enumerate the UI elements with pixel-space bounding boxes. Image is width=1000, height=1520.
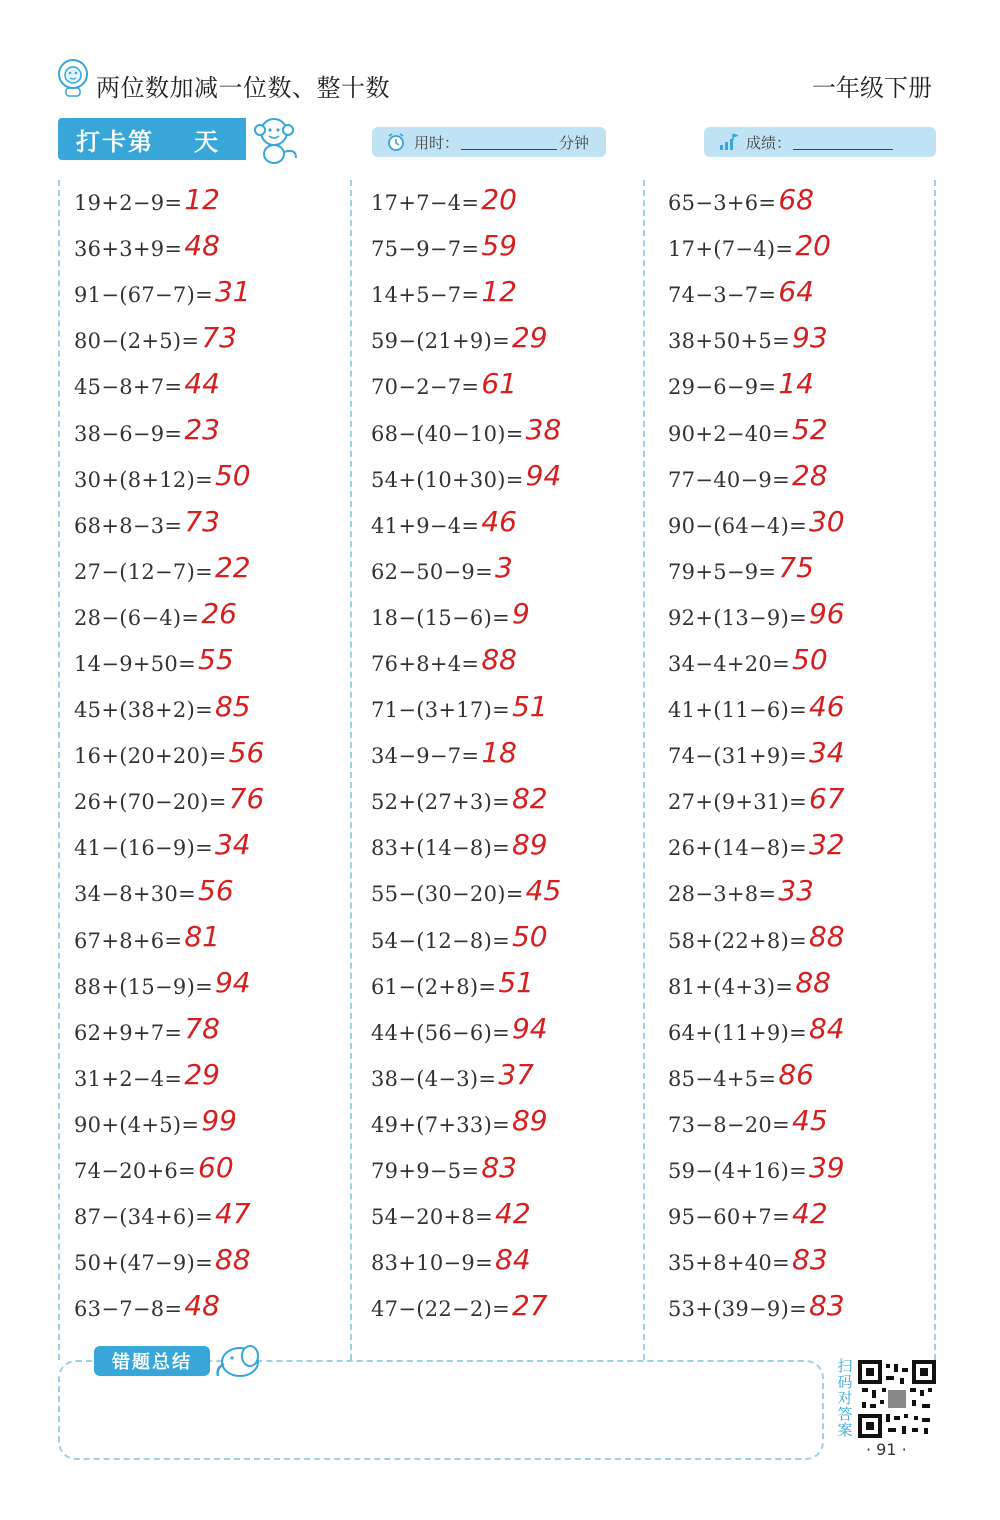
problem-row xyxy=(371,964,561,1010)
problem-expression: 49+(7+33)= xyxy=(371,1112,510,1137)
problem-row xyxy=(74,364,264,410)
handwritten-answer[interactable]: 83 xyxy=(808,1288,845,1322)
problem-expression: 31+2−4= xyxy=(74,1066,183,1091)
problem-expression: 38−(4−3)= xyxy=(371,1066,497,1091)
handwritten-answer[interactable]: 88 xyxy=(481,643,517,677)
handwritten-answer[interactable]: 9 xyxy=(511,597,530,631)
handwritten-answer[interactable]: 20 xyxy=(795,228,831,262)
problem-row xyxy=(74,503,264,549)
problem-expression: 88+(15−9)= xyxy=(74,974,213,999)
problem-row xyxy=(371,410,561,456)
problem-row xyxy=(371,272,561,318)
handwritten-answer[interactable]: 78 xyxy=(184,1012,220,1046)
problem-expression: 55−(30−20)= xyxy=(371,882,524,907)
handwritten-answer[interactable]: 55 xyxy=(198,643,234,677)
problem-row xyxy=(371,1194,561,1240)
problem-column-3 xyxy=(668,180,845,1332)
handwritten-answer[interactable]: 83 xyxy=(792,1242,828,1276)
page-title: 两位数加减一位数、整十数 xyxy=(96,74,390,102)
problem-column-1 xyxy=(74,180,264,1332)
checkin-suffix: 天 xyxy=(194,127,220,156)
elephant-icon xyxy=(210,1338,268,1382)
problem-expression: 29−6−9= xyxy=(668,375,777,400)
problem-row xyxy=(668,1056,845,1102)
problem-row xyxy=(371,595,561,641)
handwritten-answer[interactable]: 42 xyxy=(792,1196,828,1230)
problem-expression: 77−40−9= xyxy=(668,467,790,492)
problem-expression: 70−2−7= xyxy=(371,375,480,400)
handwritten-answer[interactable]: 89 xyxy=(511,1104,548,1138)
handwritten-answer[interactable]: 50 xyxy=(511,920,548,954)
page-number: · 91 · xyxy=(866,1440,907,1459)
handwritten-answer[interactable]: 50 xyxy=(214,459,251,493)
problem-row xyxy=(371,825,561,871)
problem-row xyxy=(371,1102,561,1148)
alarm-clock-icon xyxy=(386,132,406,152)
problem-row xyxy=(74,549,264,595)
problem-row xyxy=(371,1010,561,1056)
qr-code-icon[interactable] xyxy=(858,1360,936,1438)
problem-expression: 27+(9+31)= xyxy=(668,790,807,815)
qr-caption: 扫码对答案 xyxy=(837,1357,853,1439)
problem-row xyxy=(371,871,561,917)
problem-expression: 47−(22−2)= xyxy=(371,1297,510,1322)
problem-row xyxy=(74,733,264,779)
problem-expression: 54+(10+30)= xyxy=(371,467,524,492)
problem-expression: 68−(40−10)= xyxy=(371,421,524,446)
time-unit: 分钟 xyxy=(559,133,590,152)
problem-row xyxy=(74,918,264,964)
handwritten-answer[interactable]: 88 xyxy=(214,1242,251,1276)
problem-row xyxy=(668,503,845,549)
handwritten-answer[interactable]: 48 xyxy=(184,1288,220,1322)
handwritten-answer[interactable]: 86 xyxy=(778,1058,814,1092)
problem-expression: 41+(11−6)= xyxy=(668,698,807,723)
handwritten-answer[interactable]: 73 xyxy=(184,505,220,539)
problem-expression: 74−20+6= xyxy=(74,1159,196,1184)
problem-row xyxy=(74,779,264,825)
problem-expression: 74−(31+9)= xyxy=(668,744,807,769)
problem-row xyxy=(74,964,264,1010)
handwritten-answer[interactable]: 46 xyxy=(481,505,517,539)
problem-row xyxy=(74,272,264,318)
problem-expression: 90+(4+5)= xyxy=(74,1112,200,1137)
handwritten-answer[interactable]: 34 xyxy=(214,827,251,861)
handwritten-answer[interactable]: 30 xyxy=(808,505,845,539)
problem-row xyxy=(371,733,561,779)
handwritten-answer[interactable]: 45 xyxy=(525,873,562,907)
handwritten-answer[interactable]: 75 xyxy=(778,551,814,585)
handwritten-answer[interactable]: 47 xyxy=(214,1196,251,1230)
problem-row xyxy=(371,318,561,364)
problem-expression: 52+(27+3)= xyxy=(371,790,510,815)
problem-row xyxy=(371,641,561,687)
handwritten-answer[interactable]: 76 xyxy=(228,781,265,815)
handwritten-answer[interactable]: 48 xyxy=(184,228,220,262)
handwritten-answer[interactable]: 32 xyxy=(808,827,845,861)
problem-expression: 34−8+30= xyxy=(74,882,196,907)
problem-row xyxy=(371,1056,561,1102)
problem-expression: 38+50+5= xyxy=(668,329,790,354)
mistake-summary-label: 错题总结 xyxy=(94,1346,210,1376)
problem-expression: 59−(21+9)= xyxy=(371,329,510,354)
handwritten-answer[interactable]: 64 xyxy=(778,274,814,308)
handwritten-answer[interactable]: 34 xyxy=(808,735,845,769)
handwritten-answer[interactable]: 68 xyxy=(778,182,814,216)
problem-row xyxy=(74,1102,264,1148)
problem-expression: 61−(2+8)= xyxy=(371,974,497,999)
problem-row xyxy=(74,226,264,272)
problem-expression: 67+8+6= xyxy=(74,928,183,953)
problem-row xyxy=(668,180,845,226)
problem-expression: 36+3+9= xyxy=(74,237,183,262)
handwritten-answer[interactable]: 67 xyxy=(808,781,845,815)
problem-expression: 17+7−4= xyxy=(371,191,480,216)
handwritten-answer[interactable]: 96 xyxy=(808,597,845,631)
problem-expression: 14+5−7= xyxy=(371,283,480,308)
problem-row xyxy=(668,595,845,641)
handwritten-answer[interactable]: 94 xyxy=(511,1012,548,1046)
problem-expression: 50+(47−9)= xyxy=(74,1251,213,1276)
handwritten-answer[interactable]: 84 xyxy=(808,1012,845,1046)
problem-expression: 26+(14−8)= xyxy=(668,836,807,861)
problem-expression: 53+(39−9)= xyxy=(668,1297,807,1322)
score-input[interactable] xyxy=(793,135,893,150)
handwritten-answer[interactable]: 23 xyxy=(184,413,220,447)
problem-row xyxy=(74,180,264,226)
time-field xyxy=(372,127,606,157)
column-divider xyxy=(643,180,645,1360)
problem-row xyxy=(74,457,264,503)
problem-row xyxy=(74,1286,264,1332)
monkey-icon xyxy=(246,112,302,166)
problem-expression: 58+(22+8)= xyxy=(668,928,807,953)
problem-row xyxy=(371,1240,561,1286)
problem-expression: 27−(12−7)= xyxy=(74,559,213,584)
handwritten-answer[interactable]: 88 xyxy=(795,966,831,1000)
handwritten-answer[interactable]: 51 xyxy=(511,689,548,723)
handwritten-answer[interactable]: 38 xyxy=(525,413,562,447)
problem-expression: 68+8−3= xyxy=(74,513,183,538)
grade-label: 一年级下册 xyxy=(812,74,932,102)
problem-expression: 45−8+7= xyxy=(74,375,183,400)
handwritten-answer[interactable]: 45 xyxy=(792,1104,828,1138)
problem-expression: 65−3+6= xyxy=(668,191,777,216)
problem-row xyxy=(74,1240,264,1286)
problem-row xyxy=(668,964,845,1010)
problem-expression: 92+(13−9)= xyxy=(668,605,807,630)
handwritten-answer[interactable]: 83 xyxy=(481,1150,517,1184)
problem-row xyxy=(74,318,264,364)
score-label: 成绩： xyxy=(746,133,792,152)
problem-expression: 95−60+7= xyxy=(668,1205,790,1230)
problem-expression: 83+(14−8)= xyxy=(371,836,510,861)
problem-row xyxy=(371,779,561,825)
problem-row xyxy=(74,595,264,641)
problem-expression: 87−(34+6)= xyxy=(74,1205,213,1230)
problem-expression: 76+8+4= xyxy=(371,651,480,676)
problem-row xyxy=(668,410,845,456)
problem-expression: 81+(4+3)= xyxy=(668,974,794,999)
problem-expression: 17+(7−4)= xyxy=(668,237,794,262)
handwritten-answer[interactable]: 31 xyxy=(214,274,251,308)
handwritten-answer[interactable]: 22 xyxy=(214,551,251,585)
problem-expression: 71−(3+17)= xyxy=(371,698,510,723)
problem-expression: 16+(20+20)= xyxy=(74,744,227,769)
handwritten-answer[interactable]: 20 xyxy=(481,182,517,216)
column-divider xyxy=(350,180,352,1360)
problem-row xyxy=(668,1194,845,1240)
problem-row xyxy=(668,733,845,779)
problem-expression: 64+(11+9)= xyxy=(668,1020,807,1045)
problem-row xyxy=(74,825,264,871)
handwritten-answer[interactable]: 3 xyxy=(495,551,513,585)
handwritten-answer[interactable]: 60 xyxy=(198,1150,234,1184)
handwritten-answer[interactable]: 99 xyxy=(201,1104,237,1138)
problem-row xyxy=(668,871,845,917)
handwritten-answer[interactable]: 14 xyxy=(778,366,814,400)
problem-row xyxy=(668,549,845,595)
handwritten-answer[interactable]: 12 xyxy=(184,182,220,216)
problem-row xyxy=(668,1010,845,1056)
problem-expression: 35+8+40= xyxy=(668,1251,790,1276)
handwritten-answer[interactable]: 84 xyxy=(495,1242,531,1276)
problem-expression: 34−4+20= xyxy=(668,651,790,676)
problem-row xyxy=(74,410,264,456)
handwritten-answer[interactable]: 37 xyxy=(498,1058,534,1092)
problem-expression: 62+9+7= xyxy=(74,1020,183,1045)
lion-logo-icon xyxy=(56,58,90,98)
problem-row xyxy=(668,779,845,825)
problem-expression: 79+9−5= xyxy=(371,1159,480,1184)
problem-expression: 54−(12−8)= xyxy=(371,928,510,953)
handwritten-answer[interactable]: 73 xyxy=(201,320,237,354)
problem-row xyxy=(74,1056,264,1102)
problem-expression: 41+9−4= xyxy=(371,513,480,538)
problem-expression: 28−(6−4)= xyxy=(74,605,200,630)
problem-row xyxy=(668,226,845,272)
problem-row xyxy=(371,1286,561,1332)
problem-expression: 28−3+8= xyxy=(668,882,777,907)
problem-row xyxy=(74,687,264,733)
problem-expression: 91−(67−7)= xyxy=(74,283,213,308)
checkin-banner xyxy=(58,118,246,160)
problem-expression: 41−(16−9)= xyxy=(74,836,213,861)
problem-expression: 85−4+5= xyxy=(668,1066,777,1091)
time-label: 用时： xyxy=(414,133,460,152)
handwritten-answer[interactable]: 82 xyxy=(511,781,548,815)
time-input[interactable] xyxy=(461,135,557,150)
problem-expression: 62−50−9= xyxy=(371,559,493,584)
problem-row xyxy=(668,687,845,733)
handwritten-answer[interactable]: 29 xyxy=(184,1058,220,1092)
handwritten-answer[interactable]: 46 xyxy=(808,689,845,723)
problem-expression: 44+(56−6)= xyxy=(371,1020,510,1045)
problem-expression: 14−9+50= xyxy=(74,651,196,676)
problem-row xyxy=(668,272,845,318)
problem-row xyxy=(668,1240,845,1286)
problem-expression: 90−(64−4)= xyxy=(668,513,807,538)
problem-row xyxy=(371,503,561,549)
handwritten-answer[interactable]: 28 xyxy=(792,459,828,493)
problem-row xyxy=(74,1148,264,1194)
problem-row xyxy=(668,1286,845,1332)
problem-expression: 26+(70−20)= xyxy=(74,790,227,815)
problem-row xyxy=(74,641,264,687)
problem-row xyxy=(371,457,561,503)
problem-row xyxy=(371,226,561,272)
handwritten-answer[interactable]: 94 xyxy=(525,459,562,493)
problem-expression: 73−8−20= xyxy=(668,1112,790,1137)
handwritten-answer[interactable]: 52 xyxy=(792,413,828,447)
problem-row xyxy=(74,871,264,917)
handwritten-answer[interactable]: 85 xyxy=(214,689,251,723)
score-field xyxy=(704,127,936,157)
handwritten-answer[interactable]: 93 xyxy=(792,320,828,354)
handwritten-answer[interactable]: 51 xyxy=(498,966,534,1000)
problem-row xyxy=(371,180,561,226)
handwritten-answer[interactable]: 42 xyxy=(495,1196,531,1230)
handwritten-answer[interactable]: 50 xyxy=(792,643,828,677)
problem-row xyxy=(371,918,561,964)
handwritten-answer[interactable]: 27 xyxy=(511,1288,548,1322)
problem-expression: 38−6−9= xyxy=(74,421,183,446)
problem-row xyxy=(668,1102,845,1148)
handwritten-answer[interactable]: 89 xyxy=(511,827,548,861)
handwritten-answer[interactable]: 94 xyxy=(214,966,251,1000)
handwritten-answer[interactable]: 56 xyxy=(198,873,234,907)
problem-expression: 18−(15−6)= xyxy=(371,605,510,630)
handwritten-answer[interactable]: 44 xyxy=(184,366,220,400)
problem-row xyxy=(371,364,561,410)
problem-expression: 45+(38+2)= xyxy=(74,698,213,723)
problem-row xyxy=(371,687,561,733)
problem-expression: 75−9−7= xyxy=(371,237,480,262)
problem-expression: 59−(4+16)= xyxy=(668,1159,807,1184)
problem-row xyxy=(668,318,845,364)
handwritten-answer[interactable]: 39 xyxy=(808,1150,845,1184)
problem-expression: 34−9−7= xyxy=(371,744,480,769)
problem-row xyxy=(668,641,845,687)
handwritten-answer[interactable]: 12 xyxy=(481,274,517,308)
problem-expression: 30+(8+12)= xyxy=(74,467,213,492)
handwritten-answer[interactable]: 18 xyxy=(481,735,517,769)
handwritten-answer[interactable]: 26 xyxy=(201,597,237,631)
problem-row xyxy=(371,549,561,595)
problem-expression: 63−7−8= xyxy=(74,1297,183,1322)
handwritten-answer[interactable]: 61 xyxy=(481,366,517,400)
problem-expression: 80−(2+5)= xyxy=(74,329,200,354)
problem-row xyxy=(668,1148,845,1194)
problem-row xyxy=(371,1148,561,1194)
checkin-prefix: 打卡第 xyxy=(76,127,154,156)
handwritten-answer[interactable]: 81 xyxy=(184,920,220,954)
problem-row xyxy=(74,1194,264,1240)
problem-expression: 19+2−9= xyxy=(74,191,183,216)
problem-expression: 83+10−9= xyxy=(371,1251,493,1276)
handwritten-answer[interactable]: 29 xyxy=(511,320,548,354)
problem-expression: 90+2−40= xyxy=(668,421,790,446)
problem-expression: 79+5−9= xyxy=(668,559,777,584)
problem-row xyxy=(668,457,845,503)
problem-column-2 xyxy=(371,180,561,1332)
problem-row xyxy=(668,918,845,964)
bar-chart-flag-icon xyxy=(718,132,738,152)
handwritten-answer[interactable]: 33 xyxy=(778,873,814,907)
handwritten-answer[interactable]: 56 xyxy=(228,735,265,769)
problem-row xyxy=(74,1010,264,1056)
problem-expression: 74−3−7= xyxy=(668,283,777,308)
problem-row xyxy=(668,364,845,410)
handwritten-answer[interactable]: 59 xyxy=(481,228,517,262)
handwritten-answer[interactable]: 88 xyxy=(808,920,845,954)
problem-row xyxy=(668,825,845,871)
problem-expression: 54−20+8= xyxy=(371,1205,493,1230)
